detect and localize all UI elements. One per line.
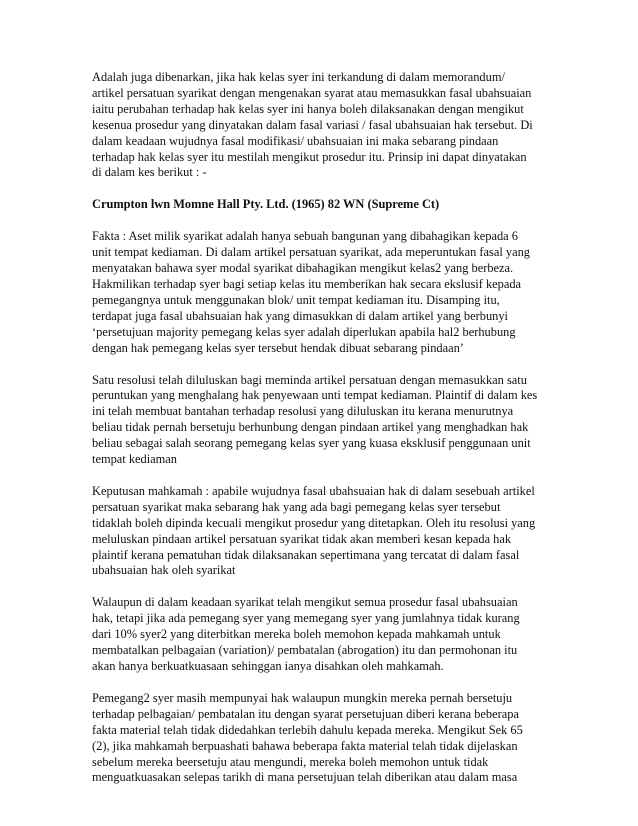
text-line: beliau tidak pernah bersetuju berhunbung dengan pindaan artikel yang menghadkan hak (92, 420, 529, 435)
text-line: dalam keadaan wujudnya fasal modifikasi/ ubahsuaian ini maka sebarang pindaan (92, 133, 499, 148)
text-line: peruntukan yang menghalang hak penyewaan unti tempat kediaman. Plaintif di dalam kes (92, 388, 538, 403)
text-line: Keputusan mahkamah : apabile wujudnya fasal ubahsuaian hak di dalam sesebuah artikel (92, 483, 535, 498)
text-line: menguatkuasakan selepas tarikh di mana persetujuan telah diberikan atau dalam masa (92, 770, 518, 785)
document-body (92, 70, 552, 802)
text-line: dari 10% syer2 yang diterbitkan mereka boleh memohon kepada mahkamah untuk (92, 627, 501, 642)
text-line: dengan hak pemegang kelas syer tersebut hendak dibuat sebarang pindaan’ (92, 340, 464, 355)
text-line: persatuan syarikat maka sebarang hak yang ada bagi pemegang kelas syer tersebut (92, 499, 501, 514)
text-line: Hakmilikan terhadap syer bagi setiap kelas itu memberikan hak secara ekslusif kepada (92, 276, 522, 291)
text-line: tidaklah boleh dipinda kecuali mengikut prosedur yang ditetapkan. Oleh itu resolusi yang (92, 515, 536, 530)
text-line: tempat kediaman (92, 452, 177, 467)
text-line: artikel persatuan syarikat dengan mengenakan syarat atau memasukkan fasal ubahsuaian (92, 85, 532, 100)
walaupun-paragraph (92, 595, 552, 675)
text-line: kesenua prosedur yang dinyatakan dalam fasal variasi / fasal ubahsuaian hak tersebut. Di (92, 117, 533, 132)
text-line: Adalah juga dibenarkan, jika hak kelas syer ini terkandung di dalam memorandum/ (92, 70, 505, 84)
text-line: Pemegang2 syer masih mempunyai hak walaupun mungkin mereka pernah bersetuju (92, 690, 513, 705)
text-line: pemegangnya untuk menggunakan blok/ unit tempat kediaman itu. Disamping itu, (92, 292, 500, 307)
text-line: menyatakan bahawa syer modal syarikat dibahagikan mengikut kelas2 yang berbeza. (92, 261, 514, 276)
text-line: unit tempat kediaman. Di dalam artikel persatuan syarikat, ada meperuntukan fasal yang (92, 245, 530, 260)
text-line: terhadap hak kelas syer itu mestilah mengikut prosedur itu. Prinsip ini dapat dinyatakan (92, 149, 527, 164)
case-heading: Crumpton lwn Momne Hall Pty. Ltd. (1965) 82 WN (Supreme Ct) (92, 197, 440, 212)
resolusi-paragraph (92, 373, 552, 468)
pemegang-paragraph (92, 691, 552, 786)
text-line: sebelum mereka beersetuju atau mengundi, mereka boleh memohon untuk tidak (92, 754, 489, 769)
text-line: Satu resolusi telah diluluskan bagi meminda artikel persatuan dengan memasukkan satu (92, 372, 527, 387)
text-line: akan hanya berkuatkuasaan sehinggan ianya disahkan oleh mahkamah. (92, 659, 444, 673)
intro-paragraph (92, 70, 552, 181)
text-line: ini telah membuat bantahan terhadap resolusi yang diluluskan itu kerana menurutnya (92, 404, 514, 419)
text-line: membatalkan pelbagaian (variation)/ pembatalan (abrogation) itu dan permohonan itu (92, 643, 518, 658)
text-line: fakta material telah tidak didedahkan terlebih dahulu kepada mereka. Mengikut Sek 65 (92, 722, 523, 737)
text-line: hak, tetapi jika ada pemegang syer yang memegang syer yang jumlahnya tidak kurang (92, 611, 520, 626)
text-line: iaitu perubahan terhadap hak kelas syer ini hanya boleh dilaksanakan dengan mengikut (92, 101, 524, 116)
text-line: beliau sebagai salah seorang pemegang kelas syer yang kuasa eksklusif penggunaan unit (92, 436, 531, 451)
text-line: ‘persetujuan majority pemegang kelas syer adalah diperlukan apabila hal2 berhubung (92, 324, 516, 339)
text-line: di dalam kes berikut : - (92, 165, 207, 180)
text-line: Fakta : Aset milik syarikat adalah hanya sebuah bangunan yang dibahagikan kepada 6 (92, 229, 518, 244)
keputusan-paragraph (92, 484, 552, 579)
text-line: ubahsuaian hak oleh syarikat (92, 563, 236, 578)
text-line: Walaupun di dalam keadaan syarikat telah mengikut semua prosedur fasal ubahsuaian (92, 595, 518, 610)
text-line: terhadap pelbagaian/ pembatalan itu dengan syarat persetujuan diberi kerana beberapa (92, 706, 519, 721)
text-line: (2), jika mahkamah berpuashati bahawa beberapa fakta material telah tidak dijelaskan (92, 738, 518, 753)
fakta-paragraph (92, 229, 552, 356)
text-line: meluluskan pindaan artikel persatuan syarikat tidak akan memberi kesan kepada hak (92, 531, 512, 546)
text-line: plaintif kerana pematuhan tidak dilaksanakan sepertimana yang tercatat di dalam fasal (92, 547, 520, 562)
text-line: terdapat juga fasal ubahsuaian hak yang dimasukkan di dalam artikel yang berbunyi (92, 308, 508, 323)
